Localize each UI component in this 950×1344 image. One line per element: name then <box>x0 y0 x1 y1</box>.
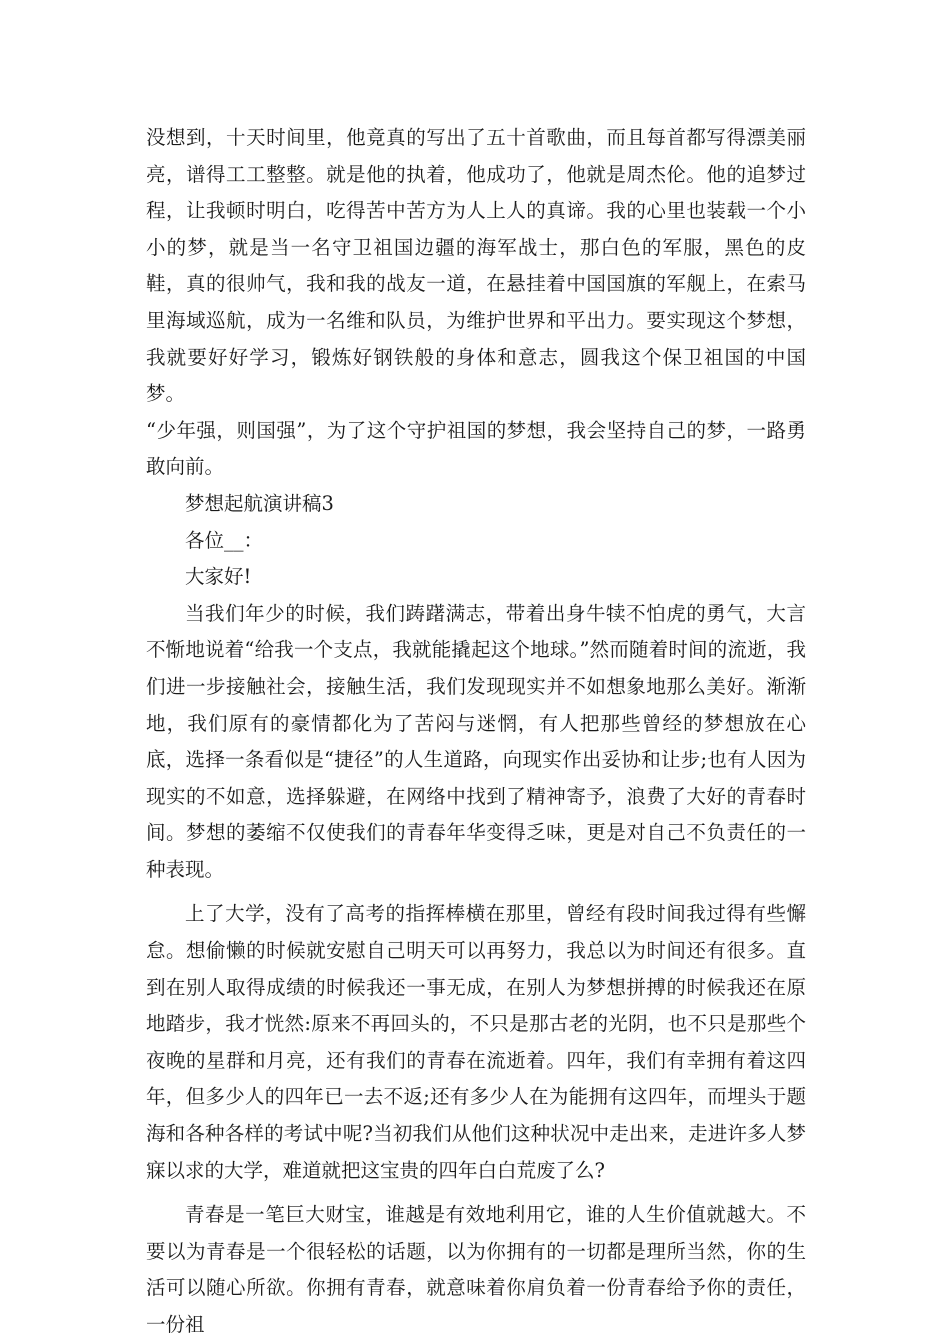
speech-title: 梦想起航演讲稿3 <box>185 491 334 515</box>
paragraph-continuation: 没想到，十天时间里，他竟真的写出了五十首歌曲，而且每首都写得漂美丽亮，谱得工工整整。就是他的执着，他成功了，他就是周杰伦。他的追梦过程，让我顿时明白，吃得苦中苦方为人上人的真谛。我的心里也装载一个小小的梦，就是当一名守卫祖国边疆的海军战士，那白色的军服，黑色的皮鞋，真的很帅气，我和我的战友一道，在悬挂着中国国旗的军舰上，在索马里海域巡航，成为一名维和队员，为维护世界和平出力。要实现这个梦想，我就要好好学习，锻炼好钢铁般的身体和意志，圆我这个保卫祖国的中国梦。 <box>146 126 806 406</box>
paragraph-university: 上了大学，没有了高考的指挥棒横在那里，曾经有段时间我过得有些懈怠。想偷懒的时候就安慰自己明天可以再努力，我总以为时间还有很多。直到在别人取得成绩的时候我还一事无成，在别人为梦想拼搏的时候我还在原地踏步，我才恍然:原来不再回头的，不只是那古老的光阴，也不只是那些个夜晚的星群和月亮，还有我们的青春在流逝着。四年，我们有幸拥有着这四年，但多少人的四年已一去不返;还有多少人在为能拥有这四年，而埋头于题海和各种各样的考试中呢?当初我们从他们这种状况中走出来，走进许多人梦寐以求的大学，难道就把这宝贵的四年白白荒废了么? <box>146 902 806 1182</box>
greeting: 大家好! <box>185 565 252 589</box>
paragraph-youth-treasure: 青春是一笔巨大财宝，谁越是有效地利用它，谁的人生价值就越大。不要以为青春是一个很轻松的话题，以为你拥有的一切都是理所当然，你的生活可以随心所欲。你拥有青春，就意味着你肩负着一份青春给予你的责任，一份祖 <box>146 1203 806 1336</box>
document-body <box>146 120 806 1344</box>
paragraph-closing-quote: “少年强，则国强”，为了这个守护祖国的梦想，我会坚持自己的梦，一路勇敢向前。 <box>146 418 806 479</box>
paragraph-youth-dreams: 当我们年少的时候，我们踌躇满志，带着出身牛犊不怕虎的勇气，大言不惭地说着“给我一个支点，我就能撬起这个地球。”然而随着时间的流逝，我们进一步接触社会，接触生活，我们发现现实并不如想象地那么美好。渐渐地，我们原有的豪情都化为了苦闷与迷惘，有人把那些曾经的梦想放在心底，选择一条看似是“捷径”的人生道路，向现实作出妥协和让步;也有人因为现实的不如意，选择躲避，在网络中找到了精神寄予，浪费了大好的青春时间。梦想的萎缩不仅使我们的青春年华变得乏味，更是对自己不负责任的一种表现。 <box>146 601 806 881</box>
salutation: 各位__： <box>185 528 264 552</box>
